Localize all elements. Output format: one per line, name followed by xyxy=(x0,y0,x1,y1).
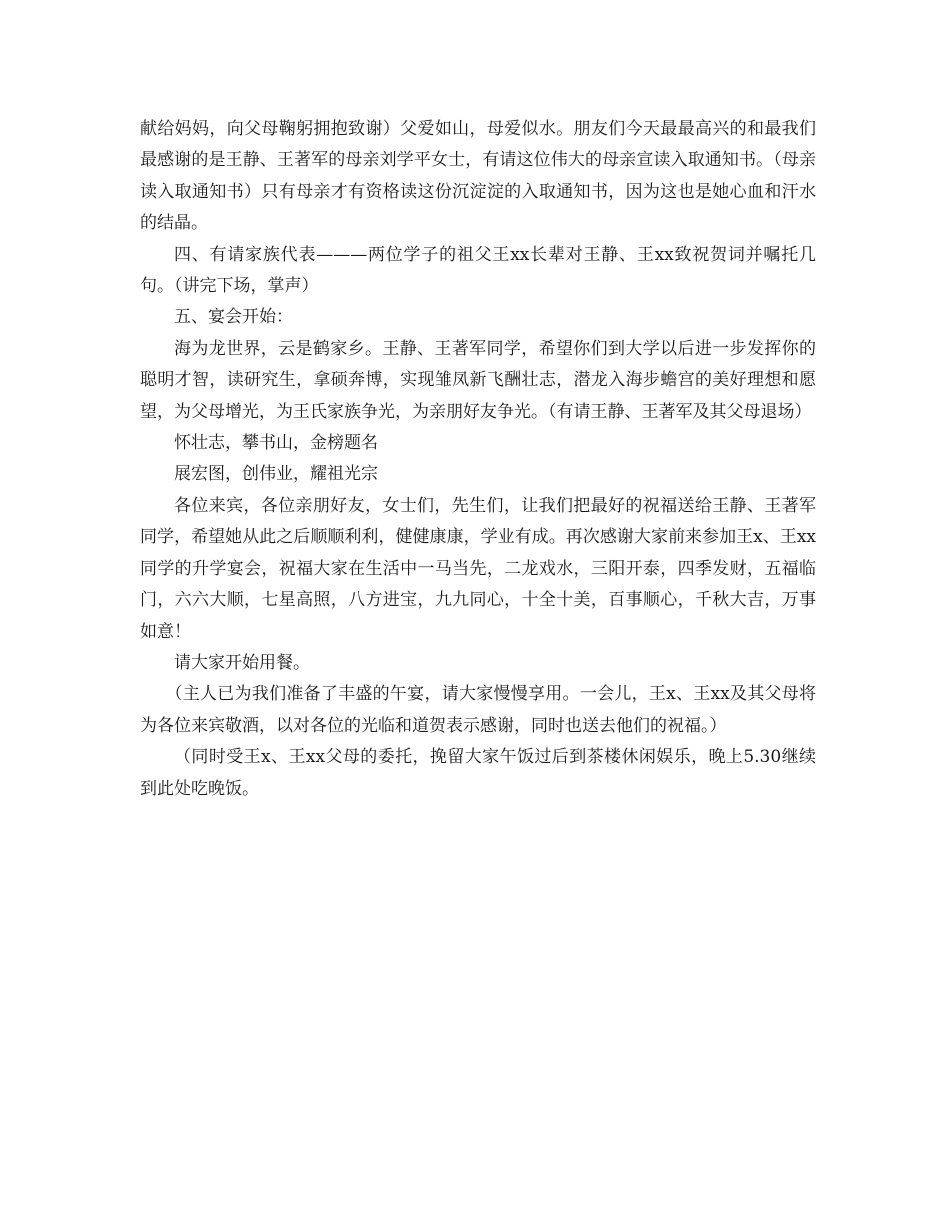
paragraph-family-representative: 四、有请家族代表———两位学子的祖父王xx长辈对王静、王xx致祝贺词并嘱托几句。（讲完下场，掌声） xyxy=(140,244,816,297)
paragraph-continuation: 献给妈妈，向父母鞠躬拥抱致谢）父爱如山，母爱似水。朋友们今天最最高兴的和最我们最感谢的是王静、王著军的母亲刘学平女士，有请这位伟大的母亲宣读入取通知书。（母亲读入取通知书）只有母亲才有资格读这份沉淀淀的入取通知书，因为这也是她心血和汗水的结晶。 xyxy=(140,119,816,234)
paragraph-start-meal: 请大家开始用餐。 xyxy=(174,652,310,673)
paragraph-couplet-line-2: 展宏图，创伟业，耀祖光宗 xyxy=(174,464,378,485)
paragraph-closing-wishes: 各位来宾，各位亲朋好友，女士们，先生们，让我们把最好的祝福送给王静、王著军同学，希望她从此之后顺顺利利，健健康康，学业有成。再次感谢大家前来参加王x、王xx同学的升学宴会，祝福大家在生活中一马当先，二龙戏水，三阳开泰，四季发财，五福临门，六六大顺，七星高照，八方进宝，九九同心，十全十美，百事顺心，千秋大吉，万事如意！ xyxy=(140,495,816,642)
paragraph-blessing: 海为龙世界，云是鹤家乡。王静、王著军同学，希望你们到大学以后进一步发挥你的聪明才智，读研究生，拿硕奔博，实现雏凤新飞酬壮志，潜龙入海步蟾宫的美好理想和愿望，为父母增光，为王氏家族争光，为亲朋好友争光。（有请王静、王著军及其父母退场） xyxy=(140,338,816,422)
paragraph-lunch-note: （主人已为我们准备了丰盛的午宴，请大家慢慢享用。一会儿，王x、王xx及其父母将为各位来宾敬酒，以对各位的光临和道贺表示感谢，同时也送去他们的祝福。） xyxy=(140,684,816,736)
paragraph-couplet-line-1: 怀壮志，攀书山，金榜题名 xyxy=(174,433,378,454)
paragraph-banquet-start: 五、宴会开始： xyxy=(174,307,293,328)
document-body xyxy=(140,114,816,805)
paragraph-afternoon-note: （同时受王x、王xx父母的委托，挽留大家午饭过后到茶楼休闲娱乐，晚上5.30继续到此处吃晚饭。 xyxy=(140,747,816,799)
